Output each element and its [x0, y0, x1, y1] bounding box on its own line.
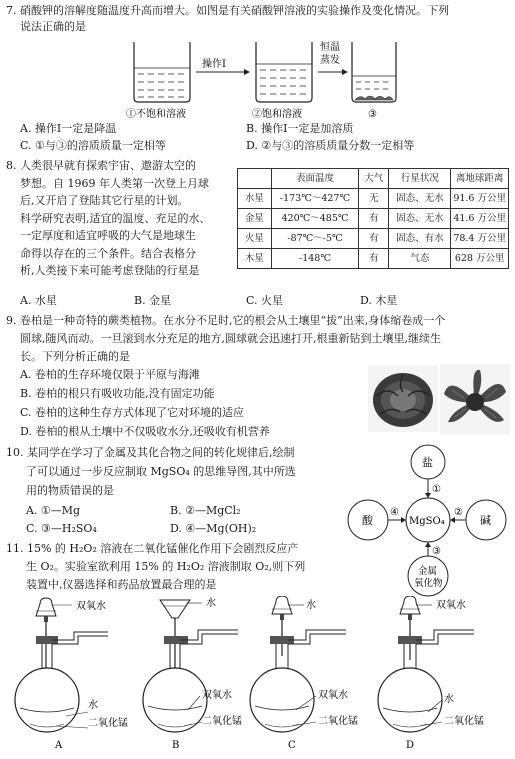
table-cell: 有: [359, 249, 389, 269]
arrow-label-2: ②: [454, 507, 463, 518]
apparatus-diagrams: [0, 596, 515, 759]
apparatus-b-top-label: 水: [206, 598, 216, 609]
table-cell: -148℃: [271, 249, 358, 269]
table-cell: 金星: [238, 209, 272, 229]
q9-stem-line2: 圆球,随风而动。一旦滚到水分充足的地方,圆球就会迅速打开,根重新钻到土壤里,继续生: [20, 332, 441, 345]
table-cell: 固态、无水: [389, 189, 451, 209]
table-row: [238, 229, 509, 249]
q10-option-d[interactable]: D. ④—Mg(OH)₂: [170, 522, 257, 535]
table-cell: -87℃～-5℃: [271, 229, 358, 249]
q8-stem-line: 命得以存在的三个条件。结合表格分: [20, 246, 196, 260]
apparatus-c-bottom-label: 二氧化锰: [318, 716, 358, 727]
q7-beaker3-caption: ③: [368, 109, 377, 120]
node-metal-oxide-b: 氧化物: [414, 578, 443, 589]
q8-stem-line: 析,人类接下来可能考虑登陆的行星是: [20, 264, 200, 277]
q7-beaker-diagram: [120, 36, 400, 122]
q9-stem-line3: 长。下列分析正确的是: [20, 350, 130, 363]
q10-stem: [6, 443, 346, 500]
table-cell: 41.6 万公里: [451, 209, 509, 229]
q9-option-a[interactable]: A. 卷柏的生存环境仅限于平原与海滩: [20, 368, 200, 381]
q11-stem: [6, 540, 346, 594]
q9-stem-line1: 9. 卷柏是一种奇特的蕨类植物。在水分不足时,它的根会从土壤里“拔”出来,身体缩卷成一个: [6, 314, 446, 327]
table-row: [238, 209, 509, 229]
table-header-cell: 表面温度: [271, 169, 358, 189]
table-cell: 木星: [238, 249, 272, 269]
apparatus-c-caption: C: [288, 740, 296, 751]
table-cell: 水星: [238, 189, 272, 209]
table-header-cell: 离地球距离: [451, 169, 509, 189]
q8-stem-line: 梦想。自 1969 年人类第一次登上月球: [20, 176, 209, 190]
table-cell: 火星: [238, 229, 272, 249]
beaker-after-evaporation: [352, 42, 396, 102]
apparatus-d[interactable]: [378, 596, 474, 732]
mgso4-mind-map: [340, 442, 512, 598]
q7-option-b[interactable]: B. 操作Ⅰ一定是加溶质: [246, 122, 354, 135]
table-cell: 固态、有水: [389, 229, 451, 249]
q7-step2-label-b: 蒸发: [320, 55, 340, 66]
arrow-label-1: ①: [432, 484, 441, 495]
apparatus-d-bottom-label: 二氧化锰: [444, 716, 484, 727]
apparatus-c-top-label: 水: [306, 600, 316, 611]
table-header-cell: 大气: [359, 169, 389, 189]
apparatus-d-flask-label: 水: [444, 694, 454, 705]
q10-option-c[interactable]: C. ③—H₂SO₄: [26, 522, 97, 535]
q7-step2-label-a: 恒温: [320, 42, 340, 53]
q9-option-c[interactable]: C. 卷柏的这种生存方式体现了它对环境的适应: [20, 406, 245, 419]
q8-stem-line: 一定厚度和适宜呼吸的大气是地球生: [20, 229, 196, 242]
table-row: [238, 189, 509, 209]
q11-stem-line: 装置中,仪器选择和药品放置最合理的是: [26, 578, 217, 591]
table-header-cell: 行星状况: [389, 169, 451, 189]
table-cell: 有: [359, 209, 389, 229]
node-salt: 盐: [422, 456, 433, 469]
q9-option-d[interactable]: D. 卷柏的根从土壤中不仅吸收水分,还吸收有机营养: [20, 425, 270, 438]
table-row: [238, 249, 509, 269]
q8-option-d[interactable]: D. 木星: [360, 294, 398, 307]
table-header-row: [238, 169, 509, 189]
node-acid: 酸: [362, 514, 373, 527]
node-base: 碱: [480, 514, 491, 527]
apparatus-b[interactable]: [143, 600, 238, 732]
q8-option-c[interactable]: C. 火星: [246, 294, 284, 307]
q10-option-b[interactable]: B. ②—MgCl₂: [170, 504, 241, 517]
node-metal-oxide-a: 金属: [418, 566, 438, 577]
beaker-unsaturated: [134, 42, 190, 102]
apparatus-b-bottom-label: 二氧化锰: [202, 716, 242, 727]
beaker-saturated: [256, 42, 312, 102]
apparatus-d-top-label: 双氧水: [436, 600, 466, 611]
q10-option-a[interactable]: A. ①—Mg: [26, 504, 81, 517]
table-cell: 气态: [389, 249, 451, 269]
q8-option-a[interactable]: A. 水星: [20, 294, 57, 307]
q8-stem-line: 科学研究表明,适宜的温度、充足的水、: [20, 211, 211, 225]
q8-option-b[interactable]: B. 金星: [134, 294, 172, 307]
apparatus-b-flask-label: 双氧水: [202, 690, 232, 701]
q7-beaker2-caption: ②饱和溶液: [252, 109, 302, 120]
planet-data-table: [237, 168, 509, 269]
apparatus-a-bottom-label: 二氧化锰: [88, 718, 128, 729]
q7-stem-line1: 7. 硝酸钾的溶解度随温度升高而增大。如图是有关硝酸钾溶液的实验操作及变化情况。下列: [6, 4, 449, 17]
q7-beaker1-caption: ①不饱和溶液: [126, 109, 186, 120]
q7-option-d[interactable]: D. ②与③的溶质质量分数一定相等: [246, 139, 415, 152]
arrow-label-3: ③: [432, 546, 441, 557]
q10-stem-line: 10. 某同学在学习了金属及其化合物之间的转化规律后,绘制: [6, 446, 295, 459]
table-header-cell: [238, 169, 272, 189]
q8-stem-line: 8. 人类很早就有探索宇宙、遨游太空的: [6, 159, 196, 172]
apparatus-a-top-label: 双氧水: [76, 601, 106, 612]
table-cell: 无: [359, 189, 389, 209]
table-cell: 420℃～485℃: [271, 209, 358, 229]
apparatus-c[interactable]: [250, 596, 346, 732]
apparatus-a-caption: A: [55, 740, 63, 751]
apparatus-a-flask-label: 水: [88, 700, 98, 711]
q7-stem-line2: 说法正确的是: [20, 20, 86, 33]
table-cell: 固态、无水: [389, 209, 451, 229]
open-plant-photo: [440, 364, 510, 434]
q10-stem-line: 了可以通过一步反应制取 MgSO₄ 的思维导图,其中所选: [26, 465, 296, 478]
q10-stem-line: 用的物质错误的是: [26, 484, 114, 497]
table-cell: 91.6 万公里: [451, 189, 509, 209]
q9-option-b[interactable]: B. 卷柏的根只有吸收功能,没有固定功能: [20, 387, 215, 400]
q11-stem-line: 11. 15% 的 H₂O₂ 溶液在二氧化锰催化作用下会剧烈反应产: [6, 542, 299, 555]
q7-option-a[interactable]: A. 操作Ⅰ一定是降温: [20, 122, 117, 135]
arrow-label-4: ④: [390, 507, 399, 518]
q8-stem-line: 后,又开启了登陆其它行星的计划。: [20, 194, 189, 207]
q7-step1-label: 操作Ⅰ: [202, 59, 226, 70]
apparatus-b-caption: B: [172, 740, 180, 751]
curled-plant-photo: [368, 366, 438, 432]
table-cell: 有: [359, 229, 389, 249]
q7-option-c[interactable]: C. ①与③的溶质质量一定相等: [20, 139, 166, 152]
table-cell: -173℃～427℃: [271, 189, 358, 209]
apparatus-c-flask-label: 双氧水: [318, 690, 348, 701]
q8-stem: [6, 157, 238, 280]
q11-stem-line: 生 O₂。实验室欲利用 15% 的 H₂O₂ 溶液制取 O₂,则下列: [26, 560, 306, 573]
apparatus-a[interactable]: [15, 598, 108, 732]
node-mgso4: MgSO₄: [409, 516, 445, 527]
table-cell: 78.4 万公里: [451, 229, 509, 249]
apparatus-d-caption: D: [406, 740, 415, 751]
table-cell: 628 万公里: [451, 249, 509, 269]
